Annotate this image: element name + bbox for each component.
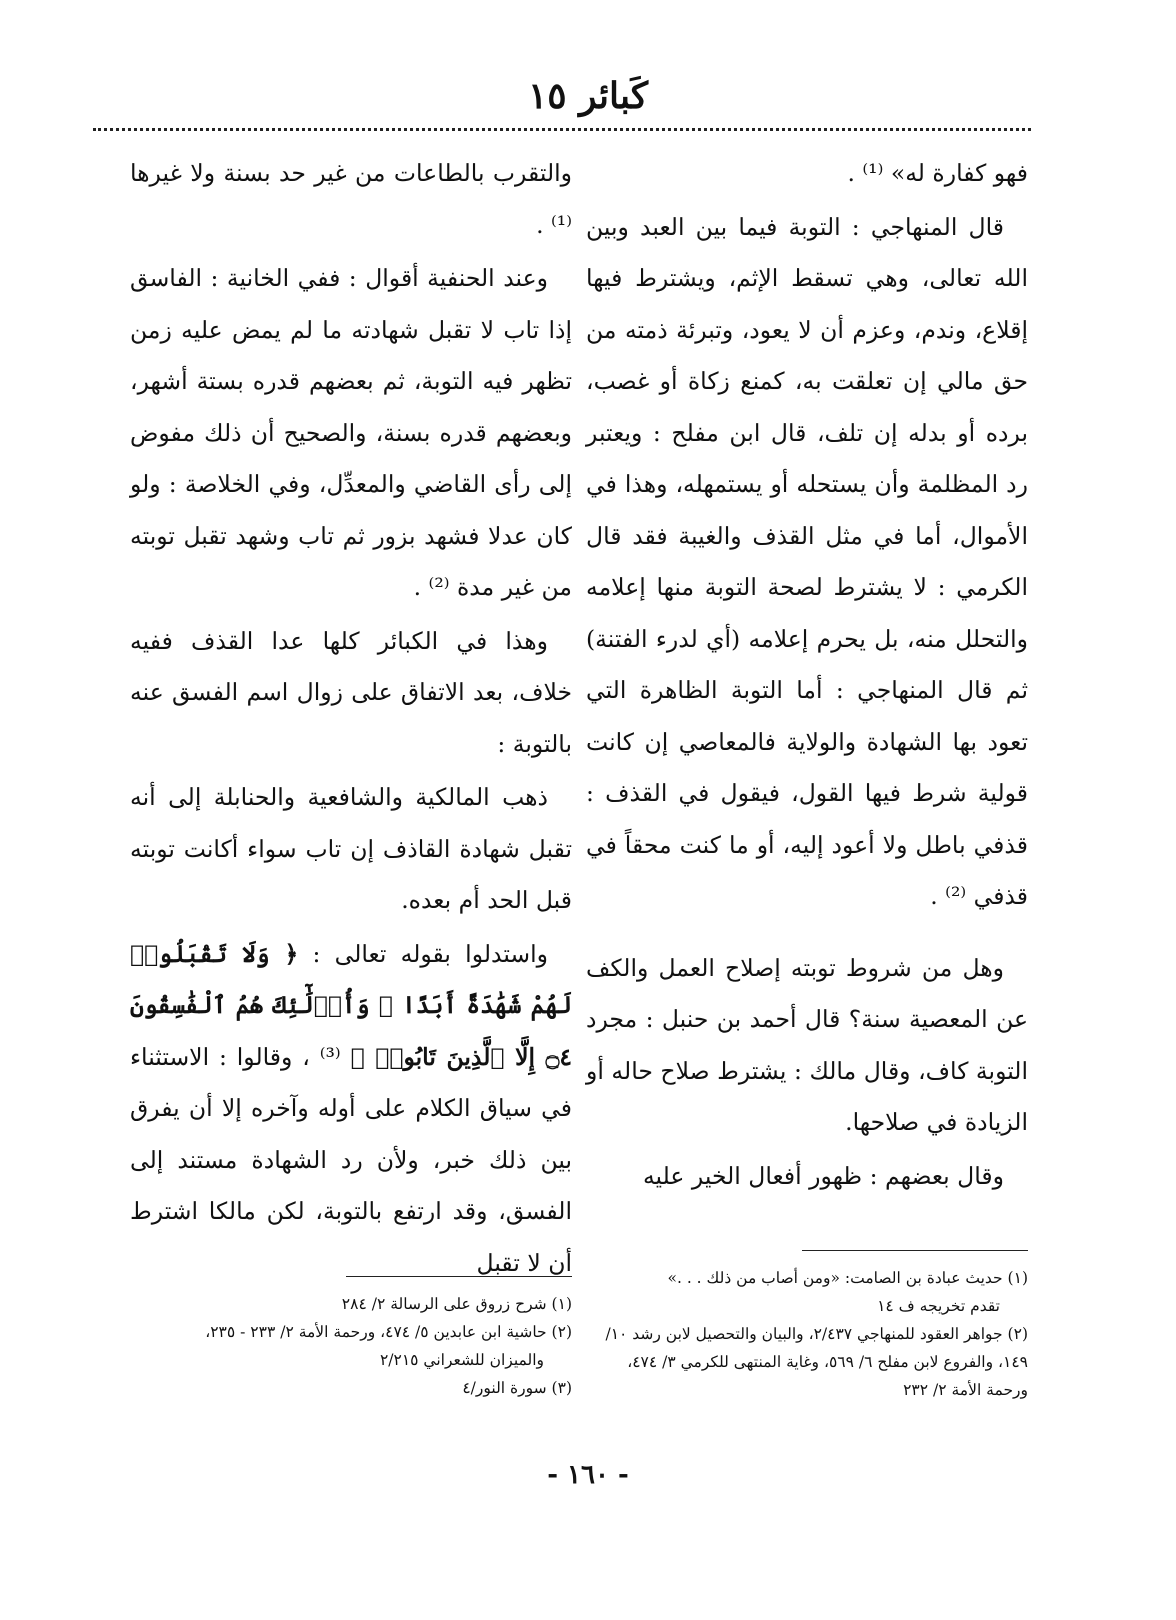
- footnote-continuation: تقدم تخريجه ف ١٤: [877, 1297, 1000, 1315]
- footnote: (٢) جواهر العقود للمنهاجي ٢/٤٣٧، والبيان والتحصيل لابن رشد ١٠/ ١٤٩، والفروع لابن مفلح ٦/ ٥٦٩، وغاية المنتهى للكرمي ٣/ ٤٧٤، ورحمة الأمة ٢/ ٢٣٢: [605, 1325, 1028, 1399]
- footnote-separator: [802, 1250, 1028, 1251]
- footnote: (٣) سورة النور/٤: [462, 1379, 572, 1397]
- paragraph: ذهب المالكية والشافعية والحنابلة إلى أنه تقبل شهادة القاذف إن تاب سواء أكانت توبته قبل الحد أم بعده.: [130, 783, 572, 914]
- verse-intro: واستدلوا بقوله تعالى :: [312, 939, 548, 968]
- quran-verse: ﴿ وَلَا تَقْبَلُوا۟ لَهُمْ شَهَٰدَةً أَبَدًا ۚ وَأُو۟لَٰٓئِكَ هُمُ ٱلْفَٰسِقُونَ ۝٤ إِلَّا ٱلَّذِينَ تَابُوا۟ ﴾: [130, 939, 572, 1071]
- paragraph: وعند الحنفية أقوال : ففي الخانية : الفاسق إذا تاب لا تقبل شهادته ما لم يمض عليه زمن تظهر فيه التوبة، ثم بعضهم قدره بستة أشهر، وبعضهم قدره بسنة، والصحيح أن ذلك مفوض إلى رأى القاضي والمعدِّل، وفي الخلاصة : ولو كان عدلا فشهد بزور ثم تاب وشهد تقبل توبته من غير مدة ⁽²⁾ .: [130, 264, 572, 601]
- paragraph: وهل من شروط توبته إصلاح العمل والكف عن المعصية سنة؟ قال أحمد بن حنبل : مجرد التوبة كاف، وقال مالك : يشترط صلاح حاله أو الزيادة في صلاحها.: [586, 953, 1028, 1136]
- verse-paragraph: [130, 929, 572, 1290]
- paragraph: فهو كفارة له» ⁽¹⁾ .: [847, 159, 1028, 187]
- footnote-separator: [346, 1276, 572, 1277]
- left-column: [130, 148, 572, 1289]
- footnote: (١) شرح زروق على الرسالة ٢/ ٢٨٤: [341, 1295, 572, 1313]
- paragraph: وقال بعضهم : ظهور أفعال الخير عليه: [642, 1161, 1004, 1190]
- paragraph: والتقرب بالطاعات من غير حد بسنة ولا غيرها ⁽¹⁾ .: [130, 159, 572, 239]
- right-footnotes: [586, 1264, 1028, 1404]
- left-footnotes: [130, 1290, 572, 1402]
- header-dotted-rule: [93, 128, 1031, 131]
- paragraph: قال المنهاجي : التوبة فيما بين العبد وبين الله تعالى، وهي تسقط الإثم، ويشترط فيها إقلاع، وندم، وعزم أن لا يعود، وتبرئة ذمته من حق مالي إن تعلقت به، كمنع زكاة أو غصب، برده أو بدله إن تلف، قال ابن مفلح : ويعتبر رد المظلمة وأن يستحله أو يستمهله، وهذا في الأموال، أما في مثل القذف والغيبة فقد قال الكرمي : لا يشترط لصحة التوبة منها إعلامه والتحلل منه، بل يحرم إعلامه (أي لدرء الفتنة) ثم قال المنهاجي : أما التوبة الظاهرة التي تعود بها الشهادة والولاية فالمعاصي إن كانت قولية شرط فيها القول، فيقول في القذف : قذفي باطل ولا أعود إليه، أو ما كنت محقاً في قذفي ⁽²⁾ .: [586, 212, 1028, 910]
- footnote-continuation: والميزان للشعراني ٢/٢١٥: [379, 1351, 544, 1369]
- page-number: - ١٦٠ -: [547, 1460, 629, 1490]
- footnote: (٢) حاشية ابن عابدين ٥/ ٤٧٤، ورحمة الأمة ٢/ ٢٣٣ - ٢٣٥،: [205, 1323, 572, 1341]
- verse-continuation: ⁽³⁾ ، وقالوا : الاستثناء في سياق الكلام على أوله وآخره إلا أن يفرق بين ذلك خبر، ولأن رد الشهادة مستند إلى الفسق، وقد ارتفع بالتوبة، لكن مالكا اشترط أن لا تقبل: [130, 1042, 572, 1277]
- right-column: [586, 148, 1028, 1202]
- paragraph: وهذا في الكبائر كلها عدا القذف ففيه خلاف، بعد الاتفاق على زوال اسم الفسق عنه بالتوبة :: [130, 626, 572, 758]
- footnote: (١) حديث عبادة بن الصامت: «ومن أصاب من ذلك . . .»: [667, 1269, 1028, 1287]
- running-title: كَبائر ١٥: [527, 75, 649, 117]
